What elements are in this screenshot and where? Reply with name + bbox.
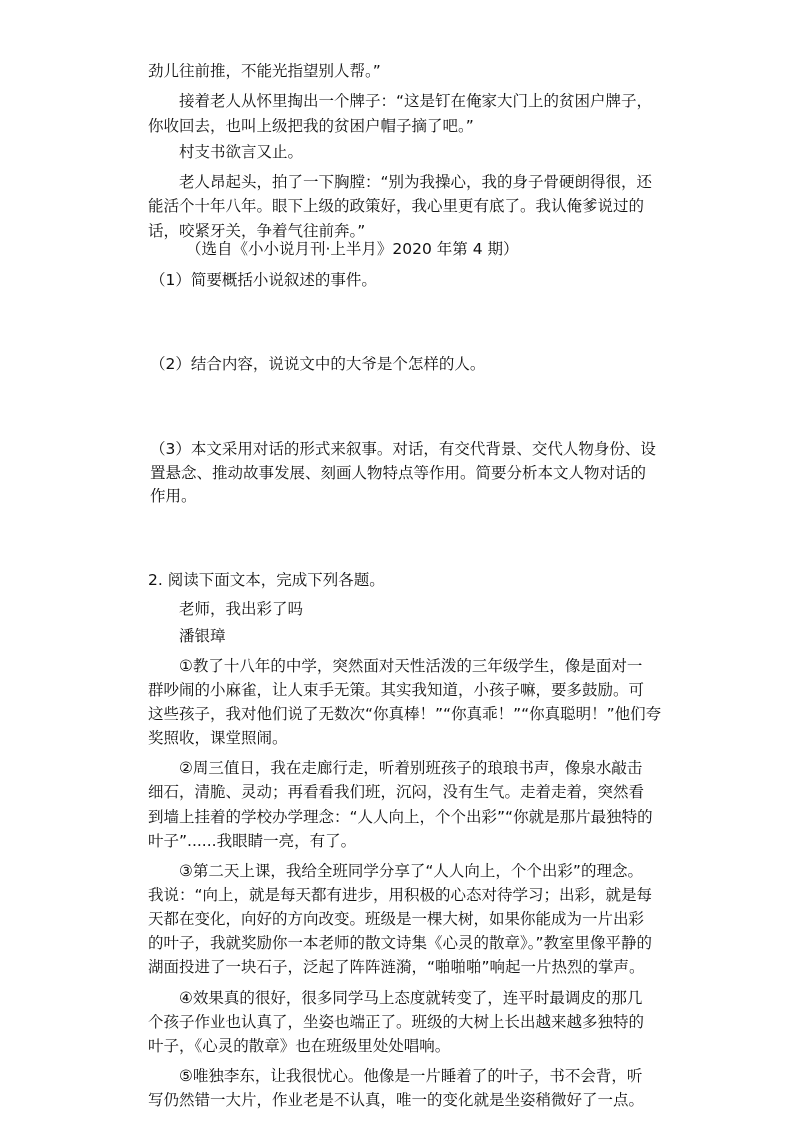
source-citation: （选自《小小说月刊·上半月》2020 年第 4 期） [186, 240, 519, 258]
text-line: ⑤唯独李东，让我很忧心。他像是一片睡着了的叶子，书不会背，听 [179, 1067, 643, 1085]
text-line: ④效果真的很好，很多同学马上态度就转变了，连平时最调皮的那几 [179, 989, 643, 1007]
question-3: 置悬念、推动故事发展、刻画人物特点等作用。简要分析本文人物对话的 [150, 464, 647, 482]
text-line: ③第二天上课，我给全班同学分享了“人人向上，个个出彩”的理念。 [179, 862, 643, 880]
text-line: 天都在变化，向好的方向改变。班级是一棵大树，如果你能成为一片出彩 [148, 910, 645, 928]
text-line: 叶子，《心灵的散章》也在班级里处处唱响。 [148, 1037, 451, 1055]
story-author: 潘银璋 [179, 627, 226, 645]
text-line: 细石，清脆、灵动；再看看我们班，沉闷，没有生气。走着走着，突然看 [148, 783, 645, 801]
text-line: 能活个十年八年。眼下上级的政策好，我心里更有底了。我认俺爹说过的 [148, 197, 645, 215]
text-line: 的叶子，我就奖励你一本老师的散文诗集《心灵的散章》。”教室里像平静的 [148, 934, 653, 952]
question-2: （2）结合内容，说说文中的大爷是个怎样的人。 [150, 355, 486, 373]
text-line: 这些孩子，我对他们说了无数次“你真棒！”“你真乖！”“你真聪明！”他们夸 [148, 705, 662, 723]
text-line: 老人昂起头，拍了一下胸膛：“别为我操心，我的身子骨硬朗得很，还 [179, 173, 653, 191]
text-line: 你收回去，也叫上级把我的贫困户帽子摘了吧。” [148, 117, 474, 135]
text-line: 话，咬紧牙关，争着气往前奔。” [148, 222, 366, 240]
question-1: （1）简要概括小说叙述的事件。 [150, 271, 377, 289]
text-line: 接着老人从怀里掏出一个牌子：“这是钉在俺家大门上的贫困户牌子， [179, 92, 653, 110]
text-line: 劲儿往前推，不能光指望别人帮。” [148, 62, 381, 80]
text-line: 奖照收，课堂照闹。 [148, 729, 288, 747]
text-line: 村支书欲言又止。 [179, 143, 304, 161]
text-line: 写仍然错一大片，作业老是不认真，唯一的变化就是坐姿稍微好了一点。 [148, 1091, 645, 1109]
question-3: （3）本文采用对话的形式来叙事。对话，有交代背景、交代人物身份、设 [150, 440, 656, 458]
text-line: ①教了十八年的中学，突然面对天性活泼的三年级学生，像是面对一 [179, 657, 643, 675]
story-title: 老师，我出彩了吗 [179, 600, 304, 618]
question-3: 作用。 [150, 487, 197, 505]
text-line: 湖面投进了一块石子，泛起了阵阵涟漪，“啪啪啪”响起一片热烈的掌声。 [148, 958, 645, 976]
text-line: 个孩子作业也认真了，坐姿也端正了。班级的大树上长出越来越多独特的 [148, 1013, 645, 1031]
text-line: 叶子”......我眼睛一亮，有了。 [148, 832, 357, 850]
text-line: 群吵闹的小麻雀，让人束手无策。其实我知道，小孩子嘛，要多鼓励。可 [148, 681, 645, 699]
text-line: 到墙上挂着的学校办学理念：“人人向上，个个出彩”“你就是那片最独特的 [148, 808, 653, 826]
text-line: ②周三值日，我在走廊行走，听着别班孩子的琅琅书声，像泉水敲击 [179, 759, 643, 777]
section-heading: 2. 阅读下面文本，完成下列各题。 [148, 571, 385, 589]
text-line: 我说：“向上，就是每天都有进步，用积极的心态对待学习；出彩，就是每 [148, 886, 653, 904]
